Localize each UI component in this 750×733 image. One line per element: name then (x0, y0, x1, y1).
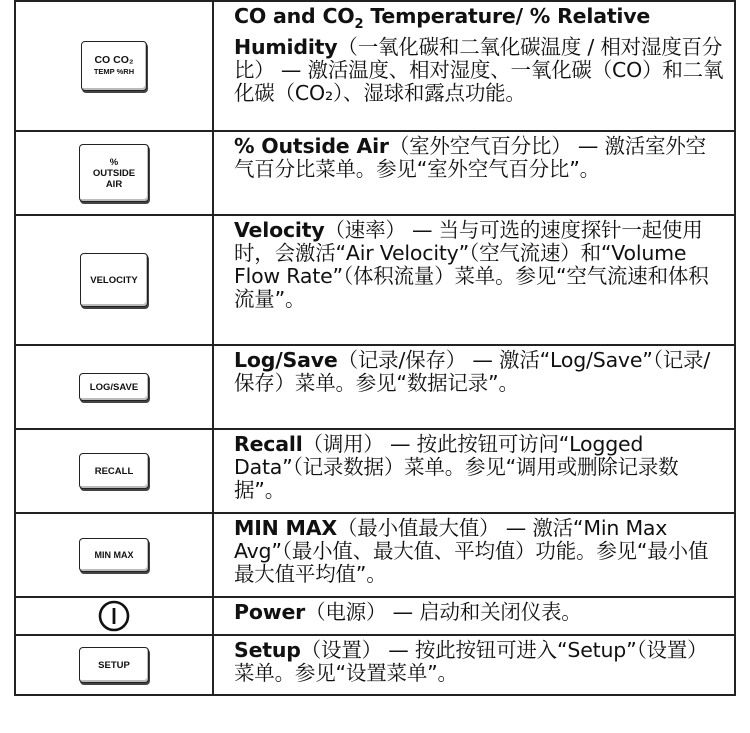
key-label: MIN MAX (94, 550, 134, 560)
outside-air-key[interactable] (79, 144, 149, 202)
table-row (15, 597, 735, 635)
velocity-key[interactable] (80, 253, 148, 307)
power-icon[interactable] (97, 599, 131, 633)
table-row (15, 429, 735, 513)
table-row (15, 513, 735, 597)
function-description: （记录/保存） — 激活“Log/Save”（记录/保存）菜单。参见“数据记录”。 (234, 348, 711, 395)
key-label: % (109, 156, 119, 168)
co-co2-temp-rh-key[interactable] (81, 41, 147, 91)
function-name: Recall (234, 432, 303, 456)
function-name: % Outside Air (234, 134, 389, 158)
key-description (213, 635, 735, 695)
key-label: TEMP %RH (93, 67, 135, 76)
function-name: CO and $CO_2$ Temperature/ % Relative Humidity (234, 4, 651, 60)
key-label: RECALL (94, 465, 134, 477)
key-cell (15, 1, 213, 131)
key-cell (15, 345, 213, 429)
key-cell (15, 429, 213, 513)
key-label: AIR (105, 178, 123, 190)
key-description (213, 513, 735, 597)
key-cell (15, 131, 213, 215)
table-row (15, 215, 735, 345)
function-name: Velocity (234, 218, 325, 242)
key-label: SETUP (98, 659, 130, 671)
function-name: Power (234, 600, 306, 624)
table-row (15, 345, 735, 429)
function-description: （速率） — 当与可选的速度探针一起使用时，会激活“Air Velocity”（空气流速）和“Volume Flow Rate”（体积流量）菜单。参见“空气流速和体积流量”。 (234, 218, 709, 311)
key-description (213, 1, 735, 131)
function-description: （最小值最大值） — 激活“Min Max Avg”（最小值、最大值、平均值）功能。参见“最小值最大值平均值”。 (234, 516, 709, 586)
key-cell (15, 513, 213, 597)
key-label: CO CO₂ (94, 54, 134, 66)
key-label: OUTSIDE (92, 167, 136, 179)
table-row (15, 635, 735, 695)
key-label: LOG/SAVE (89, 381, 139, 393)
table-row (15, 131, 735, 215)
recall-key[interactable] (79, 453, 149, 489)
function-description: （一氧化碳和二氧化碳温度 / 相对湿度百分比） — 激活温度、相对湿度、一氧化碳（CO）和二氧化碳（CO₂）、湿球和露点功能。 (234, 35, 724, 106)
key-description (213, 345, 735, 429)
function-description: （设置） — 按此按钮可进入“Setup”（设置）菜单。参见“设置菜单”。 (234, 638, 708, 685)
setup-key[interactable] (79, 647, 149, 683)
log-save-key[interactable] (79, 373, 149, 401)
key-description (213, 215, 735, 345)
function-name: Setup (234, 638, 301, 662)
key-description (213, 597, 735, 635)
key-function-table (14, 0, 736, 696)
function-name: MIN MAX (234, 516, 337, 540)
key-label: VELOCITY (90, 274, 138, 286)
key-description (213, 131, 735, 215)
function-description: （室外空气百分比） — 激活室外空气百分比菜单。参见“室外空气百分比”。 (234, 134, 706, 181)
table-row (15, 1, 735, 131)
key-cell (15, 215, 213, 345)
key-cell (15, 597, 213, 635)
min-max-key[interactable] (79, 538, 149, 572)
function-name: Log/Save (234, 348, 338, 372)
function-description: （调用） — 按此按钮可访问“Logged Data”（记录数据）菜单。参见“调用或删除记录数据”。 (234, 432, 679, 502)
key-description (213, 429, 735, 513)
key-cell (15, 635, 213, 695)
function-description: （电源） — 启动和关闭仪表。 (305, 600, 582, 624)
